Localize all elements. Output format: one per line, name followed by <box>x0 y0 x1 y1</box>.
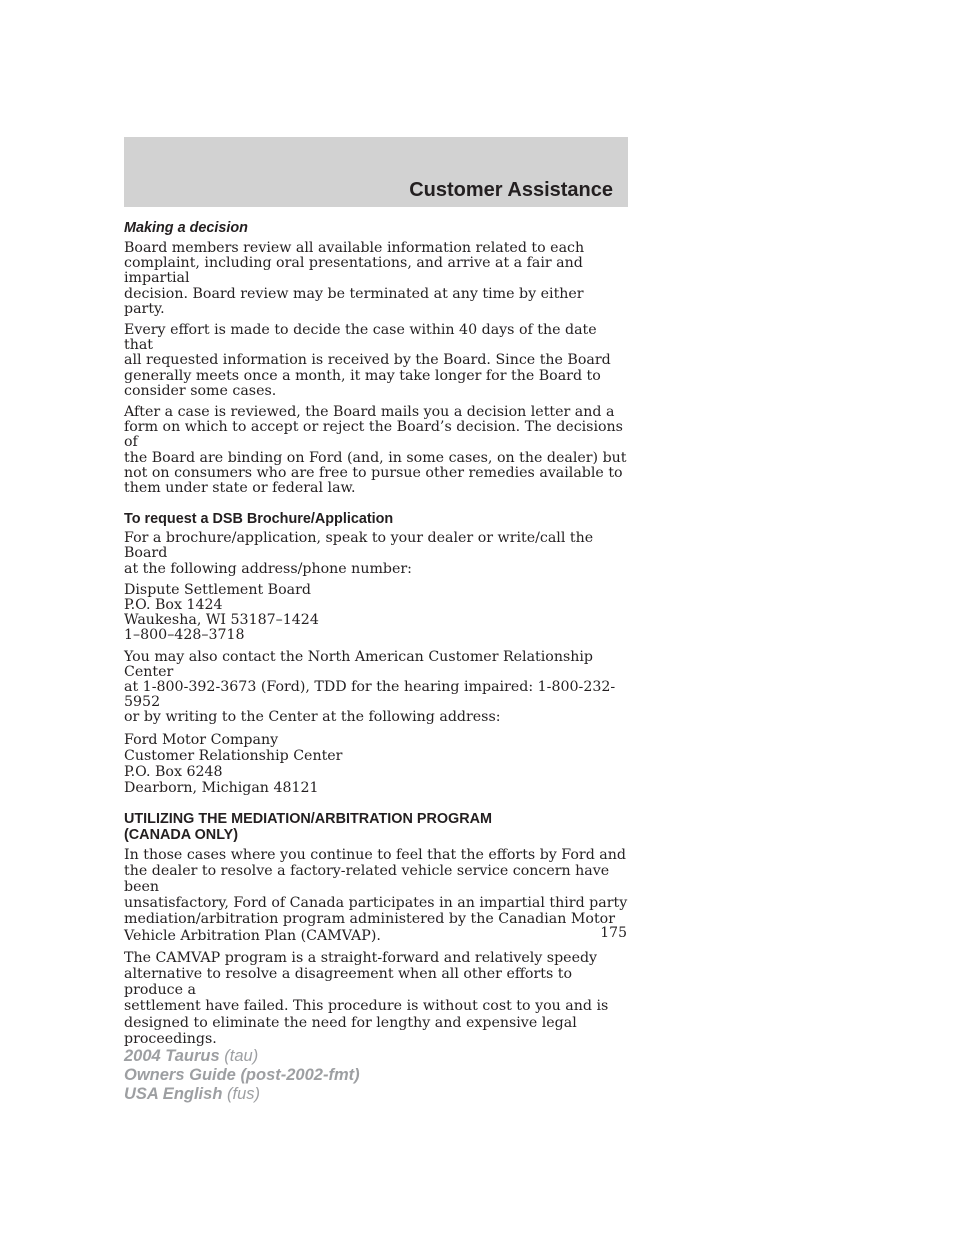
footer-line-language <box>124 1085 360 1104</box>
section-title: Customer Assistance <box>409 179 613 201</box>
paragraph-camvap-intro: In those cases where you continue to feel that the efforts by Ford and the dealer to resolve a factory-related vehicle service concern have been unsatisfactory, Ford of Canada participates in an impartial third party mediation/arbitration program administered by the Canadian Motor Vehicle Arbitration Plan (CAMVAP). <box>124 846 628 944</box>
paragraph-camvap-program: The CAMVAP program is a straight-forward and relatively speedy alternative to resolve a disagreement when all other efforts to produce a settlement have failed. This procedure is without cost to you and is designed to eliminate the need for lengthy and expensive legal proceedings. <box>124 949 609 1047</box>
footer-line-model <box>124 1047 360 1066</box>
paragraph-dsb-intro: For a brochure/application, speak to your dealer or write/call the Board at the following address/phone number: <box>124 530 594 577</box>
section-header-band <box>124 137 628 207</box>
heading-canada-program: UTILIZING THE MEDIATION/ARBITRATION PROGRAM (CANADA ONLY) <box>124 810 492 843</box>
footer-language: USA English <box>124 1085 223 1103</box>
heading-making-decision: Making a decision <box>124 220 248 236</box>
footer-language-code: (fus) <box>222 1085 260 1103</box>
document-footer <box>124 1047 360 1104</box>
page-content <box>124 219 628 1053</box>
paragraph-decision-timeline: Every effort is made to decide the case within 40 days of the date that all requested information is received by the Board. Since the Board generally meets once a month, it may take longer for the Board to consider some cases. <box>124 322 611 399</box>
paragraph-decision-letter: After a case is reviewed, the Board mails you a decision letter and a form on which to accept or reject the Board’s decision. The decisions of the Board are binding on Ford (and, in some cases, on the dealer) but not on consumers who are free to pursue other remedies available to them under state or federal law. <box>124 404 627 497</box>
page-number: 175 <box>600 925 627 941</box>
canada-body <box>124 847 628 1047</box>
address-dispute-board: Dispute Settlement Board P.O. Box 1424 Waukesha, WI 53187–1424 1–800–428–3718 <box>124 581 319 644</box>
footer-line-guide <box>124 1066 360 1085</box>
paragraph-board-review: Board members review all available information related to each complaint, including oral presentations, and arrive at a fair and impartial decision. Board review may be terminated at any time by either party. <box>124 240 585 317</box>
footer-model: 2004 Taurus <box>124 1047 220 1065</box>
footer-guide: Owners Guide (post-2002-fmt) <box>124 1066 360 1084</box>
heading-dsb-request: To request a DSB Brochure/Application <box>124 511 394 528</box>
address-ford-motor: Ford Motor Company Customer Relationship Center P.O. Box 6248 Dearborn, Michigan 48121 <box>124 731 343 797</box>
paragraph-contact-center: You may also contact the North American Customer Relationship Center at 1-800-392-3673 (Ford), TDD for the hearing impaired: 1-800-232-5952 or by writing to the Center at the following address: <box>124 648 616 726</box>
footer-model-code: (tau) <box>219 1047 259 1065</box>
